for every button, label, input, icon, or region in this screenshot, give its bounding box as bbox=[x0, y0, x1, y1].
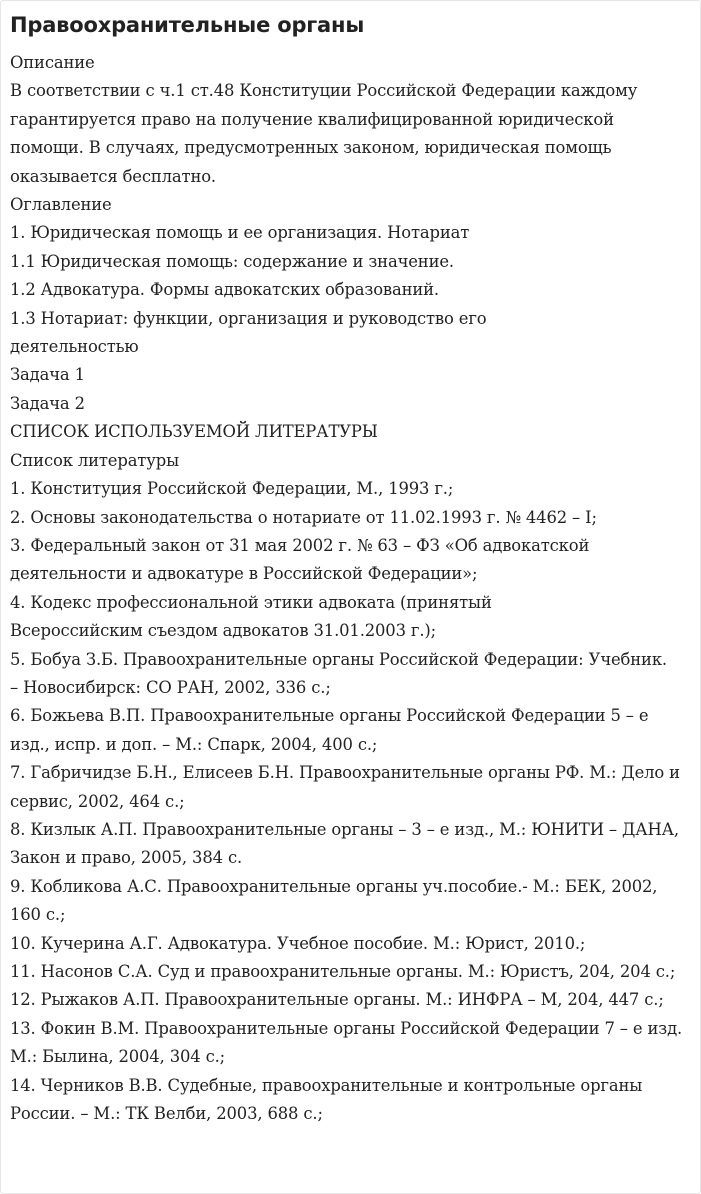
literature-item: 2. Основы законодательства о нотариате от 11.02.1993 г. № 4462 – I; bbox=[10, 507, 597, 527]
toc-item: 1.2 Адвокатура. Формы адвокатских образований. bbox=[10, 280, 439, 300]
toc-item: 1.1 Юридическая помощь: содержание и значение. bbox=[10, 251, 454, 271]
description-heading: Описание bbox=[10, 53, 95, 72]
literature-item: 1. Конституция Российской Федерации, М., 1993 г.; bbox=[10, 479, 454, 499]
description-text: В соответствии с ч.1 ст.48 Конституции Российской Федерации каждому гарантируется право на получение квалифицированной юридической помощи. В случаях, предусмотренных законом, юридическая помощь оказывается бесплатно. bbox=[10, 81, 638, 186]
literature-item: 4. Кодекс профессиональной этики адвоката (принятый Всероссийским съездом адвокатов 31.01.2003 г.); bbox=[10, 592, 492, 641]
toc-heading: Оглавление bbox=[10, 195, 112, 215]
literature-item: 13. Фокин В.М. Правоохранительные органы Российской Федерации 7 – е изд. М.: Былина, 2004, 304 с.; bbox=[10, 1018, 683, 1067]
literature-heading: Список литературы bbox=[10, 450, 179, 470]
literature-item: 12. Рыжаков А.П. Правоохранительные органы. М.: ИНФРА – М, 204, 447 с.; bbox=[10, 990, 664, 1010]
literature-item: 9. Кобликова А.С. Правоохранительные органы уч.пособие.- М.: БЕК, 2002, 160 с.; bbox=[10, 876, 658, 925]
toc-item: Задача 2 bbox=[10, 393, 85, 413]
literature-item: 14. Черников В.В. Судебные, правоохранительные и контрольные органы России. – М.: ТК Велби, 2003, 688 с.; bbox=[10, 1075, 643, 1124]
toc-item: Задача 1 bbox=[10, 365, 85, 385]
literature-list bbox=[10, 475, 692, 1128]
toc-list bbox=[10, 219, 692, 446]
toc-item: 1.3 Нотариат: функции, организация и руководство его деятельностью bbox=[10, 308, 487, 357]
toc-item: СПИСОК ИСПОЛЬЗУЕМОЙ ЛИТЕРАТУРЫ bbox=[10, 422, 378, 442]
literature-item: 6. Божьева В.П. Правоохранительные органы Российской Федерации 5 – е изд., испр. и доп. – М.: Спарк, 2004, 400 с.; bbox=[10, 706, 649, 754]
page-title: Правоохранительные органы bbox=[10, 13, 365, 37]
literature-item: 3. Федеральный закон от 31 мая 2002 г. № 63 – ФЗ «Об адвокатской деятельности и адвокатуре в Российской Федерации»; bbox=[10, 535, 590, 584]
literature-item: 11. Насонов С.А. Суд и правоохранительные органы. М.: Юристъ, 204, 204 с.; bbox=[10, 962, 676, 981]
literature-item: 5. Бобуа З.Б. Правоохранительные органы Российской Федерации: Учебник. – Новосибирск: СО РАН, 2002, 336 с.; bbox=[10, 649, 667, 697]
literature-item: 7. Габричидзе Б.Н., Елисеев Б.Н. Правоохранительные органы РФ. М.: Дело и сервис, 2002, 464 с.; bbox=[10, 763, 680, 811]
literature-item: 10. Кучерина А.Г. Адвокатура. Учебное пособие. М.: Юрист, 2010.; bbox=[10, 933, 586, 953]
literature-item: 8. Кизлык А.П. Правоохранительные органы – 3 – е изд., М.: ЮНИТИ – ДАНА, Закон и право, 2005, 384 с. bbox=[10, 819, 679, 868]
toc-item: 1. Юридическая помощь и ее организация. Нотариат bbox=[10, 223, 470, 243]
